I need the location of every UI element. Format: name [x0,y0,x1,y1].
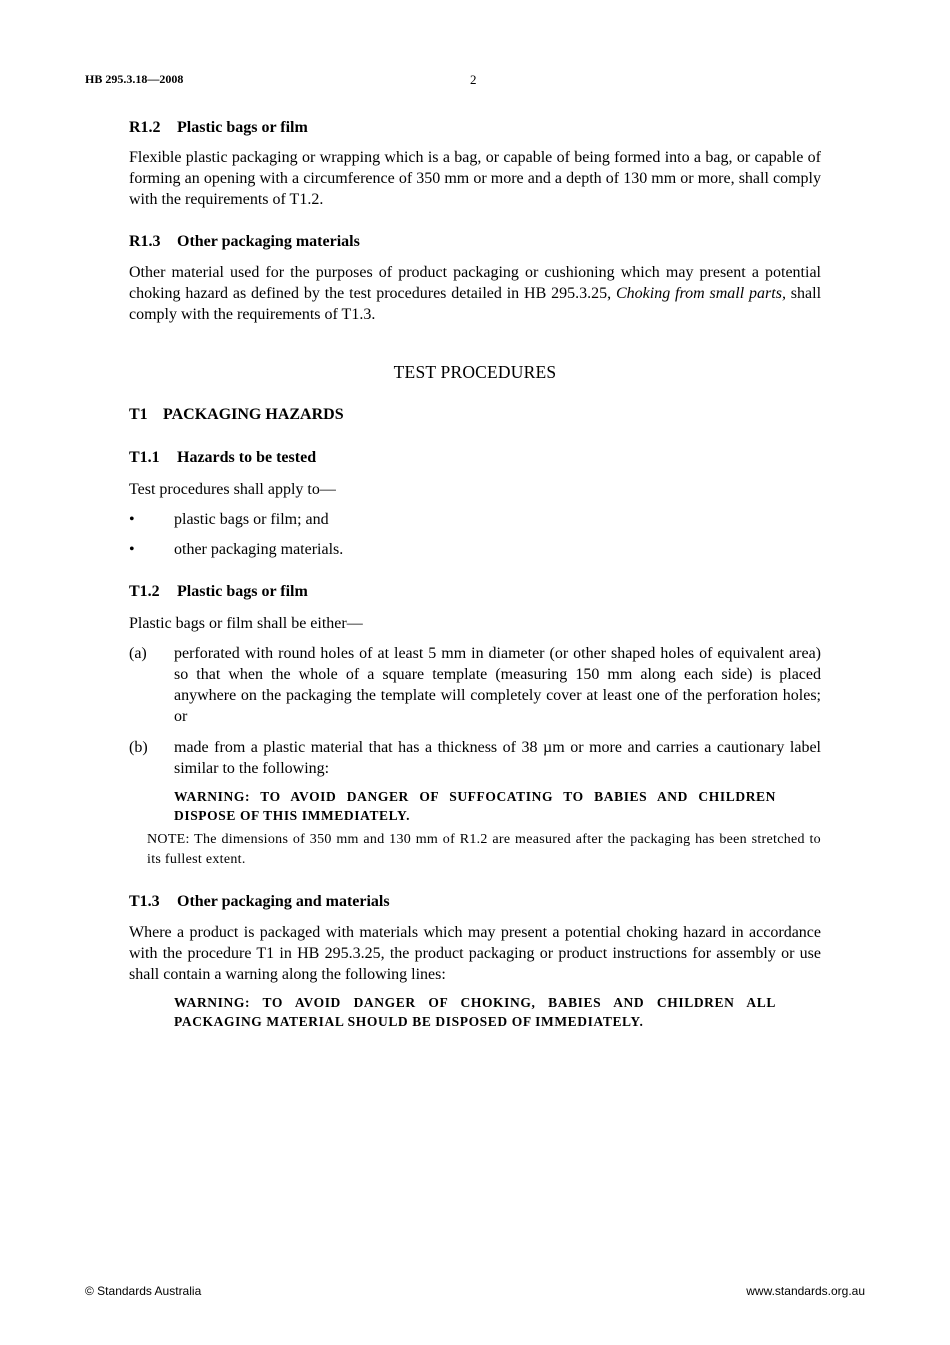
text-part: shall comply with the requirements of T1.3. [129,285,822,323]
section-number: T1.3 [129,893,160,910]
header-doc-id: HB 295.3.18—2008 [85,72,184,86]
section-title: Other packaging materials [177,233,360,250]
section-heading-r13 [129,232,821,252]
section-heading-t12 [129,582,821,602]
section-number: R1.2 [129,119,161,136]
item-label: (a) [129,645,147,662]
section-title: Plastic bags or film [177,119,308,136]
item-label: (b) [129,739,148,756]
footer-copyright: © Standards Australia [85,1284,202,1298]
section-number: T1.2 [129,583,160,600]
item-text: perforated with round holes of at least 5 mm in diameter (or other shaped holes of equivalent area) so that when the whole of a square template (measuring 150 mm along each side) is placed anywhere on the packaging the template will completely cover at least one of the perforation holes; or [174,645,821,725]
section-number: R1.3 [129,233,161,250]
test-procedures-heading: TEST PROCEDURES [393,362,557,382]
list-item [129,737,821,779]
bullet-icon: • [129,511,135,528]
section-title: Hazards to be tested [177,449,317,466]
footer-url[interactable]: www.standards.org.au [746,1284,865,1298]
page-number: 2 [470,72,477,87]
note: NOTE: The dimensions of 350 mm and 130 mm of R1.2 are measured after the packaging has been stretched to its fullest extent. [147,832,821,867]
italic-reference: Choking from small parts, [615,285,786,302]
list-item [129,643,821,727]
section-title: Other packaging and materials [177,893,390,910]
section-heading-r12 [129,118,821,138]
list-item: • plastic bags or film; and [129,511,329,528]
section-title: Plastic bags or film [177,583,308,600]
paragraph-t13: Where a product is packaged with materials which may present a potential choking hazard in accordance with the procedure T1 in HB 295.3.25, the product packaging or product instructions for assembly or use shall contain a warning along the following lines: [129,924,821,983]
paragraph-r12: Flexible plastic packaging or wrapping which is a bag, or capable of being formed into a bag, or capable of forming an opening with a circumference of 350 mm or more and a depth of 130 mm or more, shall comply with the requirements of T1.2. [129,149,821,208]
section-number: T1.1 [129,449,160,466]
paragraph-t11-intro: Test procedures shall apply to— [129,481,336,498]
section-title: PACKAGING HAZARDS [163,406,344,423]
list-item: • other packaging materials. [129,541,344,558]
paragraph-t12-intro: Plastic bags or film shall be either— [129,615,363,632]
bullet-icon: • [129,541,135,558]
section-heading-t13 [129,892,821,912]
paragraph-r13 [129,262,821,325]
item-text: made from a plastic material that has a thickness of 38 µm or more and carries a cautionary label similar to the following: [174,739,821,777]
text-part: Other material used for the purposes of product packaging or cushioning which may present a potential choking hazard as defined by the test procedures detailed in HB 295.3.25, [129,264,821,302]
section-number: T1 [129,406,148,423]
warning-label-t12: WARNING: TO AVOID DANGER OF SUFFOCATING TO BABIES AND CHILDREN DISPOSE OF THIS IMMEDIATELY. [174,789,776,823]
page-content [129,118,821,1031]
warning-label-t13: WARNING: TO AVOID DANGER OF CHOKING, BABIES AND CHILDREN ALL PACKAGING MATERIAL SHOULD BE DISPOSED OF IMMEDIATELY. [174,995,776,1029]
section-heading-t1 [129,405,821,425]
section-heading-t11 [129,448,821,468]
